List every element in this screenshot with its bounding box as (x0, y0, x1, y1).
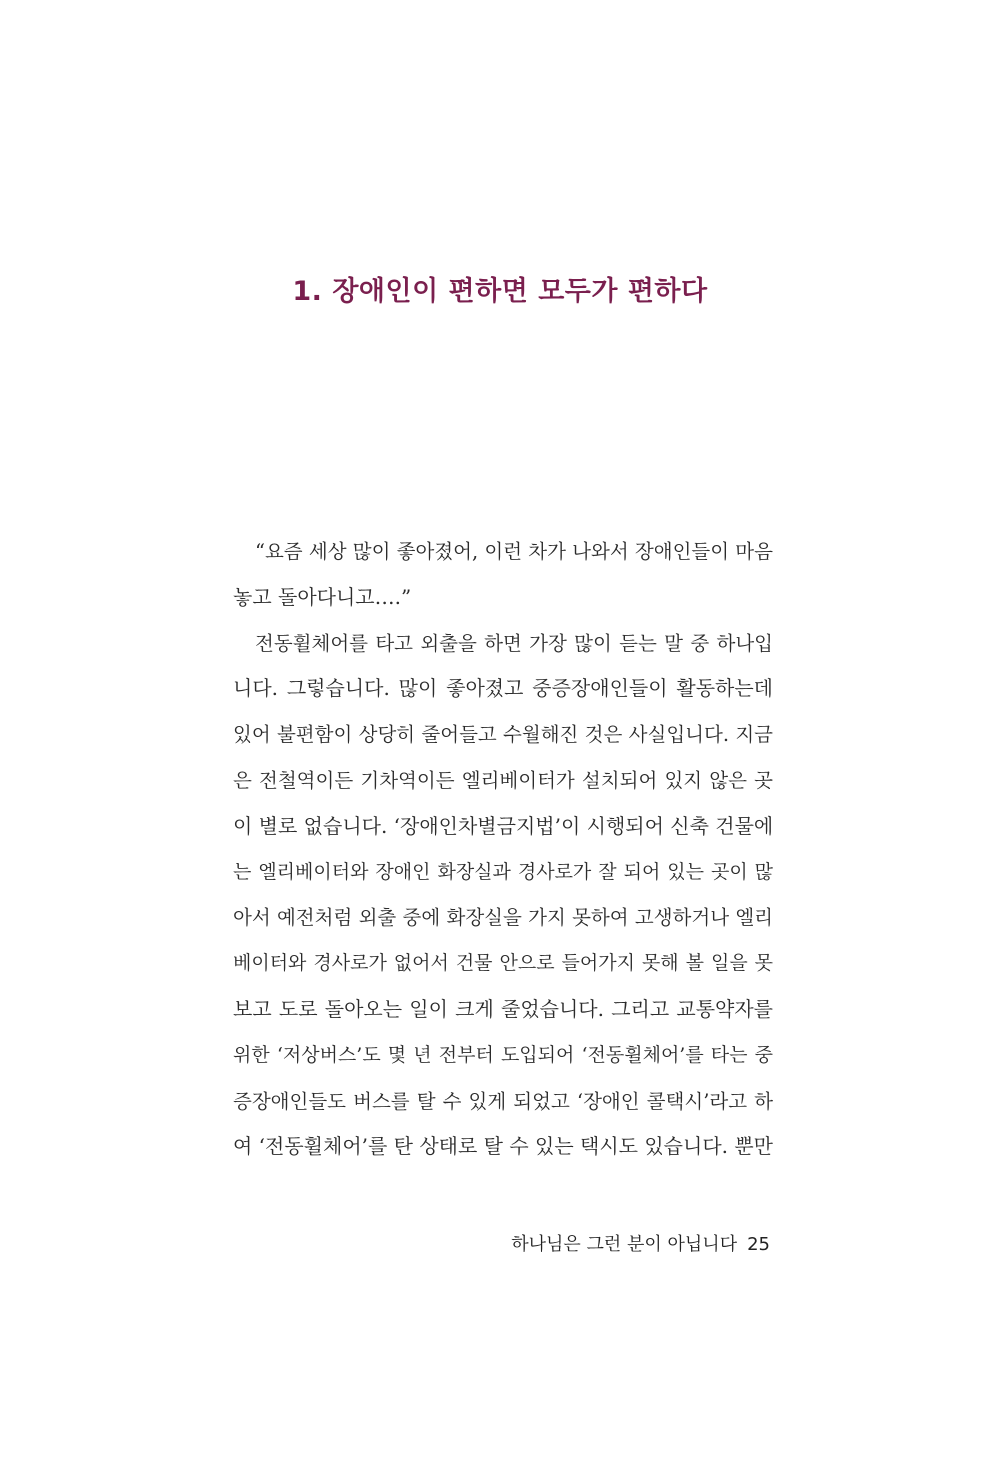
page-footer (480, 1230, 770, 1260)
body-line: 놓고 돌아다니고….” (233, 584, 412, 609)
body-line: 이 별로 없습니다. ‘장애인차별금지법’이 시행되어 신축 건물에 (233, 813, 774, 838)
body-line: 베이터와 경사로가 없어서 건물 안으로 들어가지 못해 볼 일을 못 (233, 952, 773, 975)
body-line: 여 ‘전동휠체어’를 탄 상태로 탈 수 있는 택시도 있습니다. 뿐만 (233, 1134, 773, 1159)
body-line: 은 전철역이든 기차역이든 엘리베이터가 설치되어 있지 않은 곳 (233, 768, 773, 792)
body-line: 위한 ‘저상버스’도 몇 년 전부터 도입되어 ‘전동휠체어’를 타는 중 (233, 1043, 773, 1066)
running-title: 하나님은 그런 분이 아닙니다 (511, 1234, 738, 1255)
body-line: 있어 불편함이 상당히 줄어들고 수월해진 것은 사실입니다. 지금 (233, 723, 773, 747)
body-line: 니다. 그렇습니다. 많이 좋아졌고 중증장애인들이 활동하는데 (233, 676, 773, 701)
chapter-title: 1. 장애인이 편하면 모두가 편하다 (292, 276, 708, 308)
page-number: 25 (747, 1234, 770, 1255)
body-line: 는 엘리베이터와 장애인 화장실과 경사로가 잘 되어 있는 곳이 많 (233, 860, 773, 883)
body-line: “요즘 세상 많이 좋아졌어, 이런 차가 나와서 장애인들이 마음 (255, 540, 773, 563)
body-line: 아서 예전처럼 외출 중에 화장실을 가지 못하여 고생하거나 엘리 (233, 906, 773, 930)
body-text (233, 529, 773, 1170)
body-line: 증장애인들도 버스를 탈 수 있게 되었고 ‘장애인 콜택시’라고 하 (233, 1089, 773, 1113)
body-line: 전동휠체어를 타고 외출을 하면 가장 많이 듣는 말 중 하나입 (255, 631, 773, 655)
body-line: 보고 도로 돌아오는 일이 크게 줄었습니다. 그리고 교통약자를 (233, 996, 773, 1021)
